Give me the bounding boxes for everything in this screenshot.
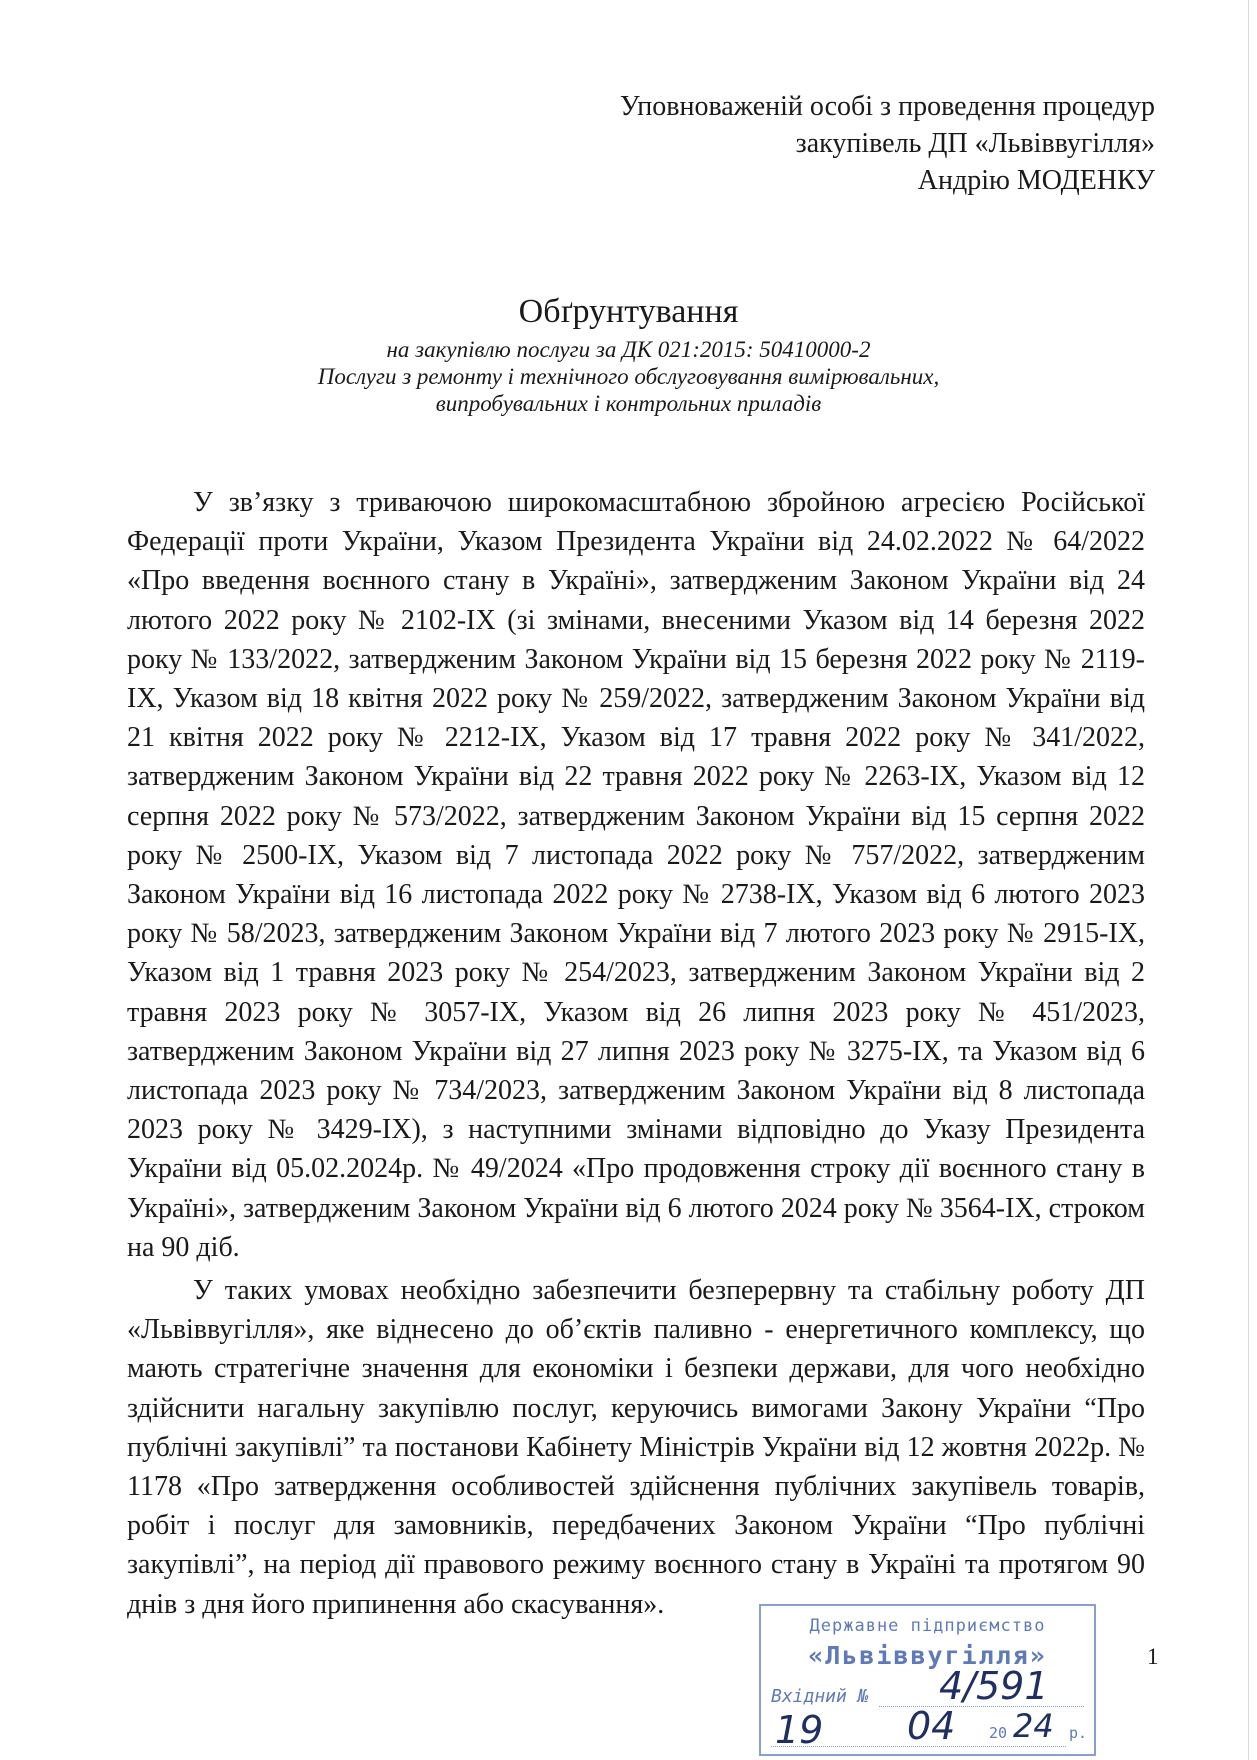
subtitle-line: Послуги з ремонту і технічного обслуговування вимірювальних, [317, 364, 940, 389]
addressee-block [620, 88, 1155, 199]
handwritten-day: 19 [775, 1708, 824, 1752]
stamp-incoming-label: Вхідний № [771, 1686, 869, 1707]
subtitle-line: випробувальних і контрольних приладів [435, 391, 822, 416]
subtitle-line: на закупівлю послуги за ДК 021:2015: 50410000-2 [386, 337, 871, 362]
handwritten-month: 04 [907, 1704, 956, 1748]
stamp-year-suffix: р. [1069, 1724, 1088, 1742]
addressee-line: Андрію МОДЕНКУ [917, 165, 1155, 196]
addressee-line: закупівель ДП «Львіввугілля» [795, 128, 1155, 159]
stamp-year-prefix: 20 [989, 1724, 1008, 1742]
body-paragraph: У зв’язку з триваючою широкомасштабною збройною агресією Російської Федерації проти України, Указом Президента України від 24.02.2022 № 64/2022 «Про введення воєнного стану в Україні», затвердженим Законом України від 24 лютого 2022 року № 2102-IX (зі змінами, внесеними Указом від 14 березня 2022 року № 133/2022, затвердженим Законом України від 15 березня 2022 року № 2119-IX, Указом від 18 квітня 2022 року № 259/2022, затвердженим Законом України від 21 квітня 2022 року № 2212-IX, Указом від 17 травня 2022 року № 341/2022, затвердженим Законом України від 22 травня 2022 року № 2263-IX, Указом від 12 серпня 2022 року № 573/2022, затвердженим Законом України від 15 серпня 2022 року № 2500-IX, Указом від 7 листопада 2022 року № 757/2022, затвердженим Законом України від 16 листопада 2022 року № 2738-IX, Указом від 6 лютого 2023 року № 58/2023, затвердженим Законом України від 7 лютого 2023 року № 2915-IX, Указом від 1 травня 2023 року № 254/2023, затвердженим Законом України від 2 травня 2023 року № 3057-IX, Указом від 26 липня 2023 року № 451/2023, затвердженим Законом України від 27 липня 2023 року № 3275-IX, та Указом від 6 листопада 2023 року № 734/2023, затвердженим Законом України від 8 листопада 2023 року № 3429-IX), з наступними змінами відповідно до Указу Президента України від 05.02.2024р. № 49/2024 «Про продовження строку дії воєнного стану в Україні», затвердженим Законом України від 6 лютого 2024 року № 3564-IX, строком на 90 діб. [127, 487, 1145, 1263]
page-edge [1248, 0, 1249, 1760]
body-paragraph: У таких умовах необхідно забезпечити безперервну та стабільну роботу ДП «Львіввугілля», яке віднесено до об’єктів паливно - енергетичного комплексу, що мають стратегічне значення для економіки і безпеки держави, для чого необхідно здійснити нагальну закупівлю послуг, керуючись вимогами Закону України “Про публічні закупівлі” та постанови Кабінету Міністрів України від 12 жовтня 2022р. № 1178 «Про затвердження особливостей здійснення публічних закупівель товарів, робіт і послуг для замовників, передбачених Законом України “Про публічні закупівлі”, на період дії правового режиму воєнного стану в Україні та протягом 90 днів з дня його припинення або скасування». [127, 1275, 1145, 1620]
handwritten-year: 24 [1013, 1707, 1054, 1745]
stamp-enterprise-name: «Львіввугілля» [808, 1641, 1047, 1670]
incoming-registration-stamp [759, 1604, 1096, 1756]
handwritten-incoming-number: 4/591 [939, 1664, 1049, 1708]
page-number: 1 [1147, 1644, 1159, 1669]
body-text [127, 483, 1145, 1628]
stamp-organization: Державне підприємство [809, 1616, 1046, 1636]
addressee-line: Уповноваженій особі з проведення процедур [619, 91, 1155, 122]
title-block [0, 292, 1257, 417]
document-title: Обґрунтування [518, 293, 739, 330]
